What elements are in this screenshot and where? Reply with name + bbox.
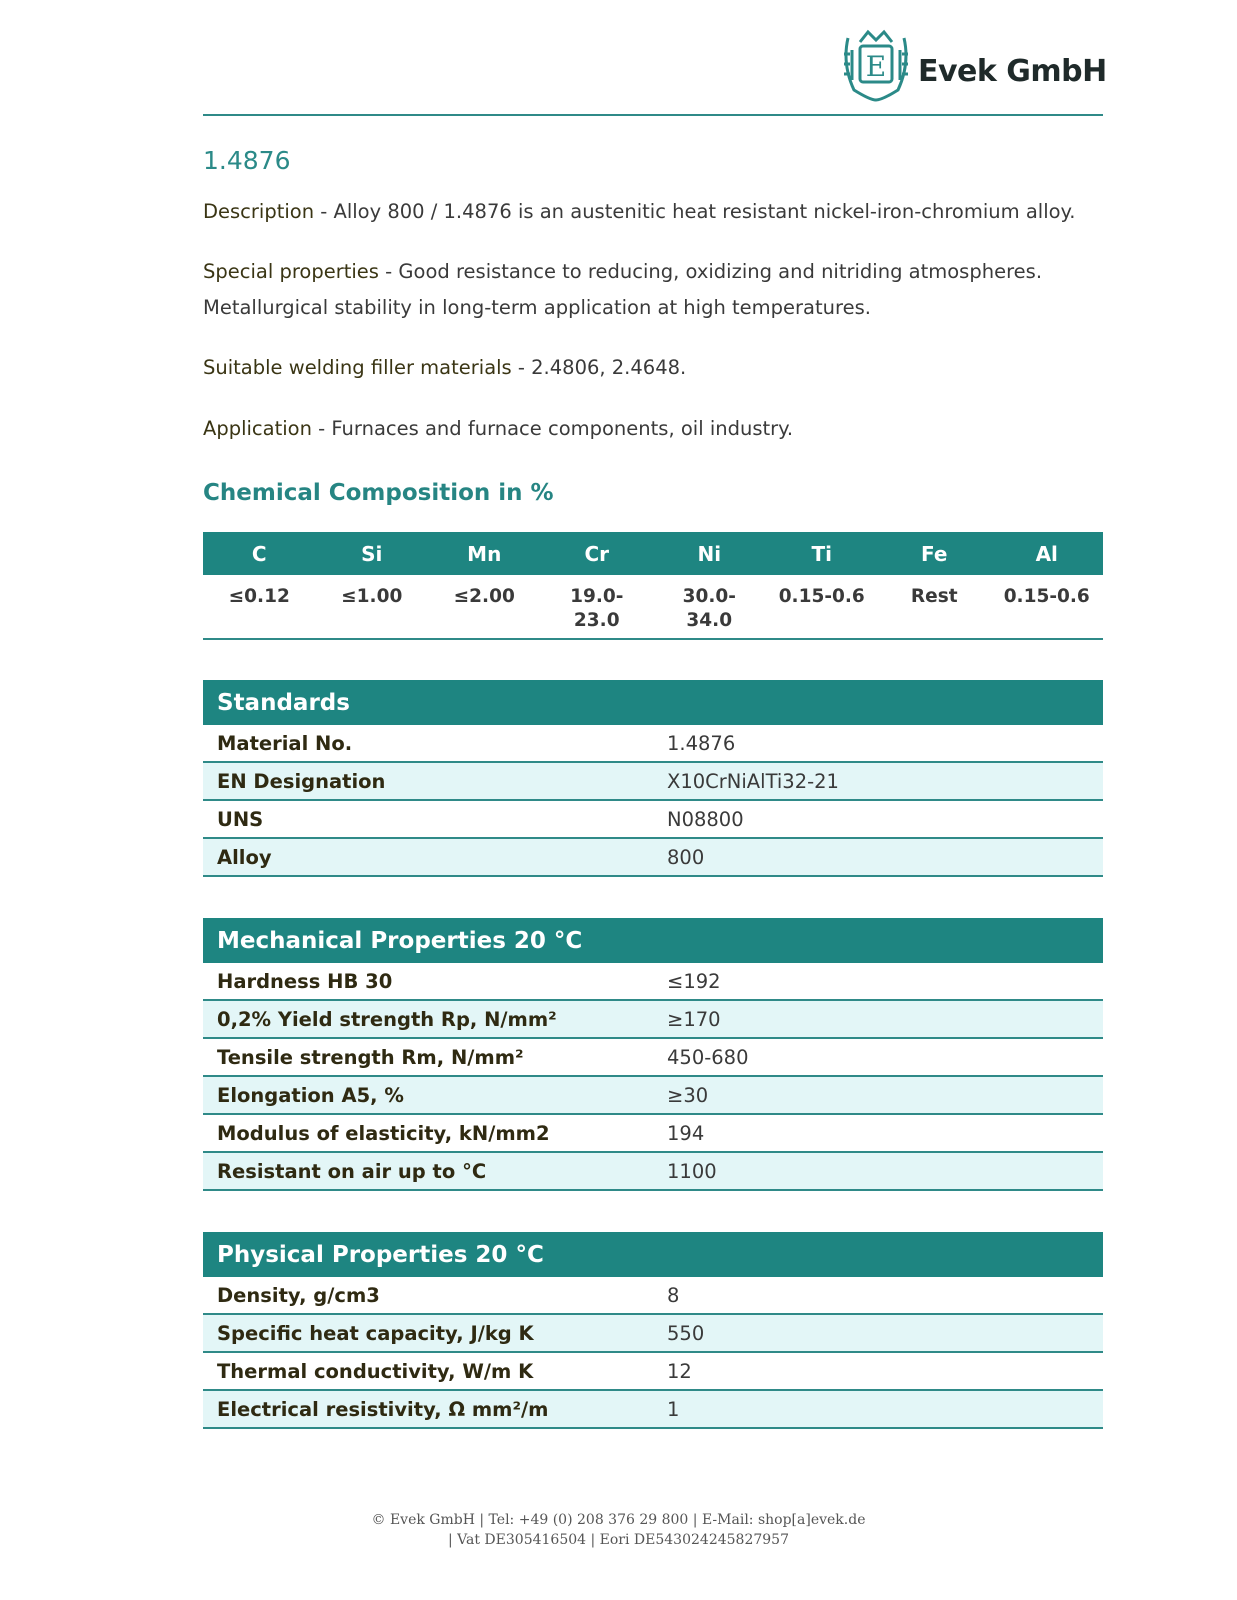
property-value: ≤192 bbox=[653, 963, 1103, 1000]
property-name: 0,2% Yield strength Rp, N/mm² bbox=[203, 1000, 653, 1038]
welding-text: - 2.4806, 2.4648. bbox=[511, 356, 687, 379]
property-value: 1100 bbox=[653, 1152, 1103, 1190]
table-row bbox=[203, 963, 1103, 1000]
table-row bbox=[203, 762, 1103, 800]
property-value: ≥30 bbox=[653, 1076, 1103, 1114]
property-name: EN Designation bbox=[203, 762, 653, 800]
element-value: ≤0.12 bbox=[228, 586, 290, 607]
physical-properties-table bbox=[203, 1232, 1103, 1429]
property-name: Thermal conductivity, W/m K bbox=[203, 1352, 653, 1390]
table-row bbox=[203, 1000, 1103, 1038]
property-value: 1.4876 bbox=[653, 725, 1103, 762]
table-row bbox=[203, 1076, 1103, 1114]
property-name: Tensile strength Rm, N/mm² bbox=[203, 1038, 653, 1076]
table-row bbox=[203, 1314, 1103, 1352]
property-value: 800 bbox=[653, 838, 1103, 876]
application-paragraph bbox=[203, 411, 793, 447]
description-label: Description bbox=[203, 200, 315, 223]
element-header: Ti bbox=[766, 532, 879, 575]
element-value: ≤1.00 bbox=[341, 586, 403, 607]
property-value: 550 bbox=[653, 1314, 1103, 1352]
table-row bbox=[203, 1277, 1103, 1314]
property-name: Density, g/cm3 bbox=[203, 1277, 653, 1314]
table-row bbox=[203, 725, 1103, 762]
standards-table bbox=[203, 680, 1103, 877]
table-row bbox=[203, 800, 1103, 838]
table-row bbox=[203, 1152, 1103, 1190]
element-header: Cr bbox=[541, 532, 654, 575]
mechanical-heading: Mechanical Properties 20 °C bbox=[203, 918, 1103, 963]
physical-heading: Physical Properties 20 °C bbox=[203, 1232, 1103, 1277]
application-text: - Furnaces and furnace components, oil industry. bbox=[311, 417, 794, 440]
description-paragraph bbox=[203, 194, 1076, 230]
element-header: C bbox=[203, 532, 316, 575]
crest-icon bbox=[840, 24, 912, 102]
element-header: Ni bbox=[653, 532, 766, 575]
company-name: Evek GmbH bbox=[918, 54, 1107, 89]
property-value: 12 bbox=[653, 1352, 1103, 1390]
table-row bbox=[203, 838, 1103, 876]
element-value: 0.15-0.6 bbox=[778, 586, 865, 607]
element-header: Al bbox=[991, 532, 1104, 575]
special-properties-text: - Good resistance to reducing, oxidizing and nitriding atmospheres. bbox=[378, 260, 1043, 283]
property-value: 194 bbox=[653, 1114, 1103, 1152]
company-logo bbox=[840, 24, 1107, 104]
property-name: Hardness HB 30 bbox=[203, 963, 653, 1000]
property-name: Specific heat capacity, J/kg K bbox=[203, 1314, 653, 1352]
property-value: 1 bbox=[653, 1390, 1103, 1428]
special-properties-paragraph bbox=[203, 254, 1042, 290]
property-name: Elongation A5, % bbox=[203, 1076, 653, 1114]
property-value: 450-680 bbox=[653, 1038, 1103, 1076]
element-value: Rest bbox=[910, 586, 958, 607]
property-name: Alloy bbox=[203, 838, 653, 876]
svg-text:E: E bbox=[865, 50, 887, 83]
chemical-composition-heading: Chemical Composition in % bbox=[203, 480, 554, 506]
table-row bbox=[203, 1114, 1103, 1152]
chemical-composition-table bbox=[203, 532, 1103, 637]
special-properties-continuation: Metallurgical stability in long-term application at high temperatures. bbox=[203, 296, 871, 319]
element-header: Si bbox=[316, 532, 429, 575]
chemical-values-row bbox=[203, 575, 1103, 637]
element-value: 30.0- 34.0 bbox=[682, 586, 736, 631]
mechanical-properties-table bbox=[203, 918, 1103, 1191]
welding-paragraph bbox=[203, 350, 686, 386]
welding-label: Suitable welding filler materials bbox=[203, 356, 512, 379]
footer-contact: © Evek GmbH | Tel: +49 (0) 208 376 29 800 | E-Mail: shop[a]evek.de bbox=[371, 1512, 866, 1528]
page-title: 1.4876 bbox=[203, 146, 291, 175]
property-name: Resistant on air up to °C bbox=[203, 1152, 653, 1190]
chemical-table-divider bbox=[203, 638, 1103, 640]
special-properties-label: Special properties bbox=[203, 260, 379, 283]
property-value: ≥170 bbox=[653, 1000, 1103, 1038]
element-value: 19.0- 23.0 bbox=[570, 586, 624, 631]
application-label: Application bbox=[203, 417, 312, 440]
table-row bbox=[203, 1038, 1103, 1076]
standards-heading: Standards bbox=[203, 680, 1103, 725]
property-value: N08800 bbox=[653, 800, 1103, 838]
property-name: UNS bbox=[203, 800, 653, 838]
property-value: X10CrNiAlTi32-21 bbox=[653, 762, 1103, 800]
chemical-header-row bbox=[203, 532, 1103, 575]
element-header: Fe bbox=[878, 532, 991, 575]
description-text: - Alloy 800 / 1.4876 is an austenitic heat resistant nickel-iron-chromium alloy. bbox=[314, 200, 1076, 223]
property-name: Electrical resistivity, Ω mm²/m bbox=[203, 1390, 653, 1428]
element-header: Mn bbox=[428, 532, 541, 575]
element-value: 0.15-0.6 bbox=[1003, 586, 1090, 607]
table-row bbox=[203, 1390, 1103, 1428]
property-name: Modulus of elasticity, kN/mm2 bbox=[203, 1114, 653, 1152]
element-value: ≤2.00 bbox=[453, 586, 515, 607]
table-row bbox=[203, 1352, 1103, 1390]
header-divider bbox=[203, 114, 1103, 116]
property-value: 8 bbox=[653, 1277, 1103, 1314]
property-name: Material No. bbox=[203, 725, 653, 762]
footer-tax-ids: | Vat DE305416504 | Eori DE543024245827957 bbox=[448, 1532, 789, 1548]
